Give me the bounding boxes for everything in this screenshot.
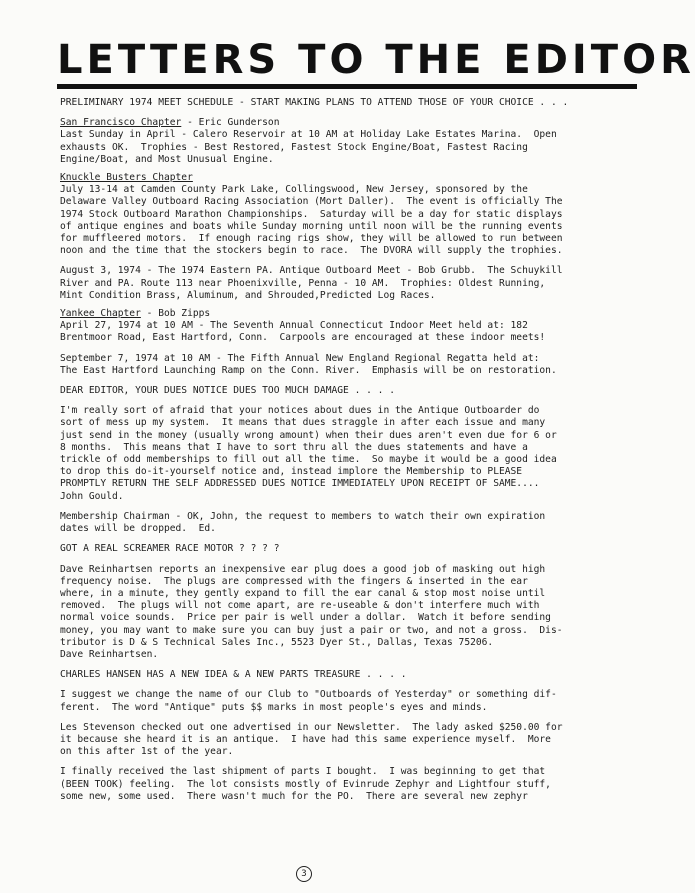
text-line: Last Sunday in April - Calero Reservoir at 10 AM at Holiday Lake Estates Marina. Open [60,129,557,141]
text-line: for muffleered motors. If enough racing rigs show, they will be allowed to run between [60,233,563,245]
chapter-name: Yankee Chapter [60,308,141,320]
dues-letter [60,405,640,503]
text-line: PROMPTLY RETURN THE SELF ADDRESSED DUES NOTICE IMMEDIATELY UPON RECEIPT OF SAME.... [60,478,540,490]
text-line: Dave Reinhartsen. [60,648,159,660]
text-line: Brentmoor Road, East Hartford, Conn. Carpools are encouraged at these indoor meets! [60,332,546,344]
text-line: River and PA. Route 113 near Phoenixville, Penna - 10 AM. Trophies: Oldest Running, [60,277,546,289]
ne-regatta [60,353,640,377]
text-line: trickle of odd memberships to fill out all the time. So maybe it would be a good idea [60,454,557,466]
page-number: 3 [296,866,312,882]
text-line: normal voice sounds. Price per pair is well under a dollar. Watch it before sending [60,612,551,624]
screamer-heading: GOT A REAL SCREAMER RACE MOTOR ? ? ? ? [60,543,280,555]
kb-chapter-heading [60,172,640,184]
chapter-name: San Francisco Chapter [60,117,182,129]
text-line: Dave Reinhartsen reports an inexpensive ear plug does a good job of masking out high [60,563,546,575]
dues-reply [60,511,640,535]
screamer-letter [60,564,640,662]
text-line: John Gould. [60,490,124,502]
text-line: Les Stevenson checked out one advertised in our Newsletter. The lady asked $250.00 for [60,721,563,733]
eastern-pa-meet [60,265,640,302]
text-line: I suggest we change the name of our Club to "Outboards of Yesterday" or something dif- [60,689,557,701]
text-line: it because she heard it is an antique. I have had this same experience myself. More [60,733,551,745]
text-line: noon and the time that the stockers begin to race. The DVORA will supply the trophies. [60,245,563,257]
kb-chapter-text [60,184,640,257]
sf-chapter-text [60,129,640,166]
chapter-byline: - Bob Zipps [140,308,211,320]
text-line: on this after 1st of the year. [60,746,234,758]
text-line: to drop this do-it-yourself notice and, instead implore the Membership to PLEASE [60,466,523,478]
text-line: September 7, 1974 at 10 AM - The Fifth Annual New England Regional Regatta held at: [60,352,540,364]
text-line: money, you may want to make sure you can buy just a pair or two, and not a gross. Dis- [60,624,563,636]
hansen-paragraph [60,689,640,713]
text-line: I'm really sort of afraid that your notices about dues in the Antique Outboarder do [60,405,540,417]
text-line: tributor is D & S Technical Sales Inc., 5523 Dyer St., Dallas, Texas 75206. [60,636,494,648]
masthead [57,37,695,89]
text-line: 8 months. This means that I have to sort thru all the dues statements and have a [60,441,528,453]
text-line: of antique engines and boats while Sunday morning until noon will be the running events [60,220,563,232]
text-line: August 3, 1974 - The 1974 Eastern PA. Antique Outboard Meet - Bob Grubb. The Schuykill [60,265,563,277]
text-line: July 13-14 at Camden County Park Lake, Collingswood, New Jersey, sponsored by the [60,184,528,196]
dues-heading: DEAR EDITOR, YOUR DUES NOTICE DUES TOO MUCH DAMAGE . . . . [60,385,396,397]
text-line: removed. The plugs will not come apart, are re-useable & don't interfere much with [60,600,540,612]
text-line: The East Hartford Launching Ramp on the Conn. River. Emphasis will be on restoration. [60,364,557,376]
intro-line: PRELIMINARY 1974 MEET SCHEDULE - START MAKING PLANS TO ATTEND THOSE OF YOUR CHOICE . . . [60,97,569,108]
text-line: April 27, 1974 at 10 AM - The Seventh Annual Connecticut Indoor Meet held at: 182 [60,320,528,332]
text-line: frequency noise. The plugs are compressed with the fingers & inserted in the ear [60,575,528,587]
text-line: dates will be dropped. Ed. [60,523,216,535]
chapter-byline: - Eric Gunderson [181,117,280,129]
text-line: where, in a minute, they gently expand to fill the ear canal & stop most noise until [60,587,546,599]
hansen-paragraph [60,722,640,759]
text-line: just send in the money (usually wrong amount) when their dues aren't even due for 6 or [60,429,557,441]
text-line: 1974 Stock Outboard Marathon Championships. Saturday will be a day for static displays [60,208,563,220]
title-rule [57,84,637,89]
text-line: Membership Chairman - OK, John, the request to members to watch their own expiration [60,510,546,522]
text-line: ferent. The word "Antique" puts $$ marks in most people's eyes and minds. [60,701,488,713]
text-line: (BEEN TOOK) feeling. The lot consists mostly of Evinrude Zephyr and Lightfour stuff, [60,778,551,790]
hansen-heading: CHARLES HANSEN HAS A NEW IDEA & A NEW PARTS TREASURE . . . . [60,669,407,681]
page-title: LETTERS TO THE EDITOR [57,37,695,83]
yankee-chapter-text [60,320,640,344]
yankee-chapter-heading [60,308,640,320]
sf-chapter-heading [60,117,640,129]
text-line: sort of mess up my system. It means that dues straggle in after each issue and many [60,417,546,429]
text-line: Mint Condition Brass, Aluminum, and Shrouded,Predicted Log Races. [60,289,436,301]
text-line: exhausts OK. Trophies - Best Restored, Fastest Stock Engine/Boat, Fastest Racing [60,141,528,153]
text-line: some new, some used. There wasn't much for the PO. There are several new zephyr [60,790,528,802]
hansen-paragraph [60,766,640,803]
text-line: I finally received the last shipment of parts I bought. I was beginning to get that [60,766,546,778]
text-line: Delaware Valley Outboard Racing Association (Mort Daller). The event is officially The [60,196,563,208]
letters-body [60,97,640,803]
chapter-name: Knuckle Busters Chapter [60,172,193,184]
text-line: Engine/Boat, and Most Unusual Engine. [60,153,274,165]
